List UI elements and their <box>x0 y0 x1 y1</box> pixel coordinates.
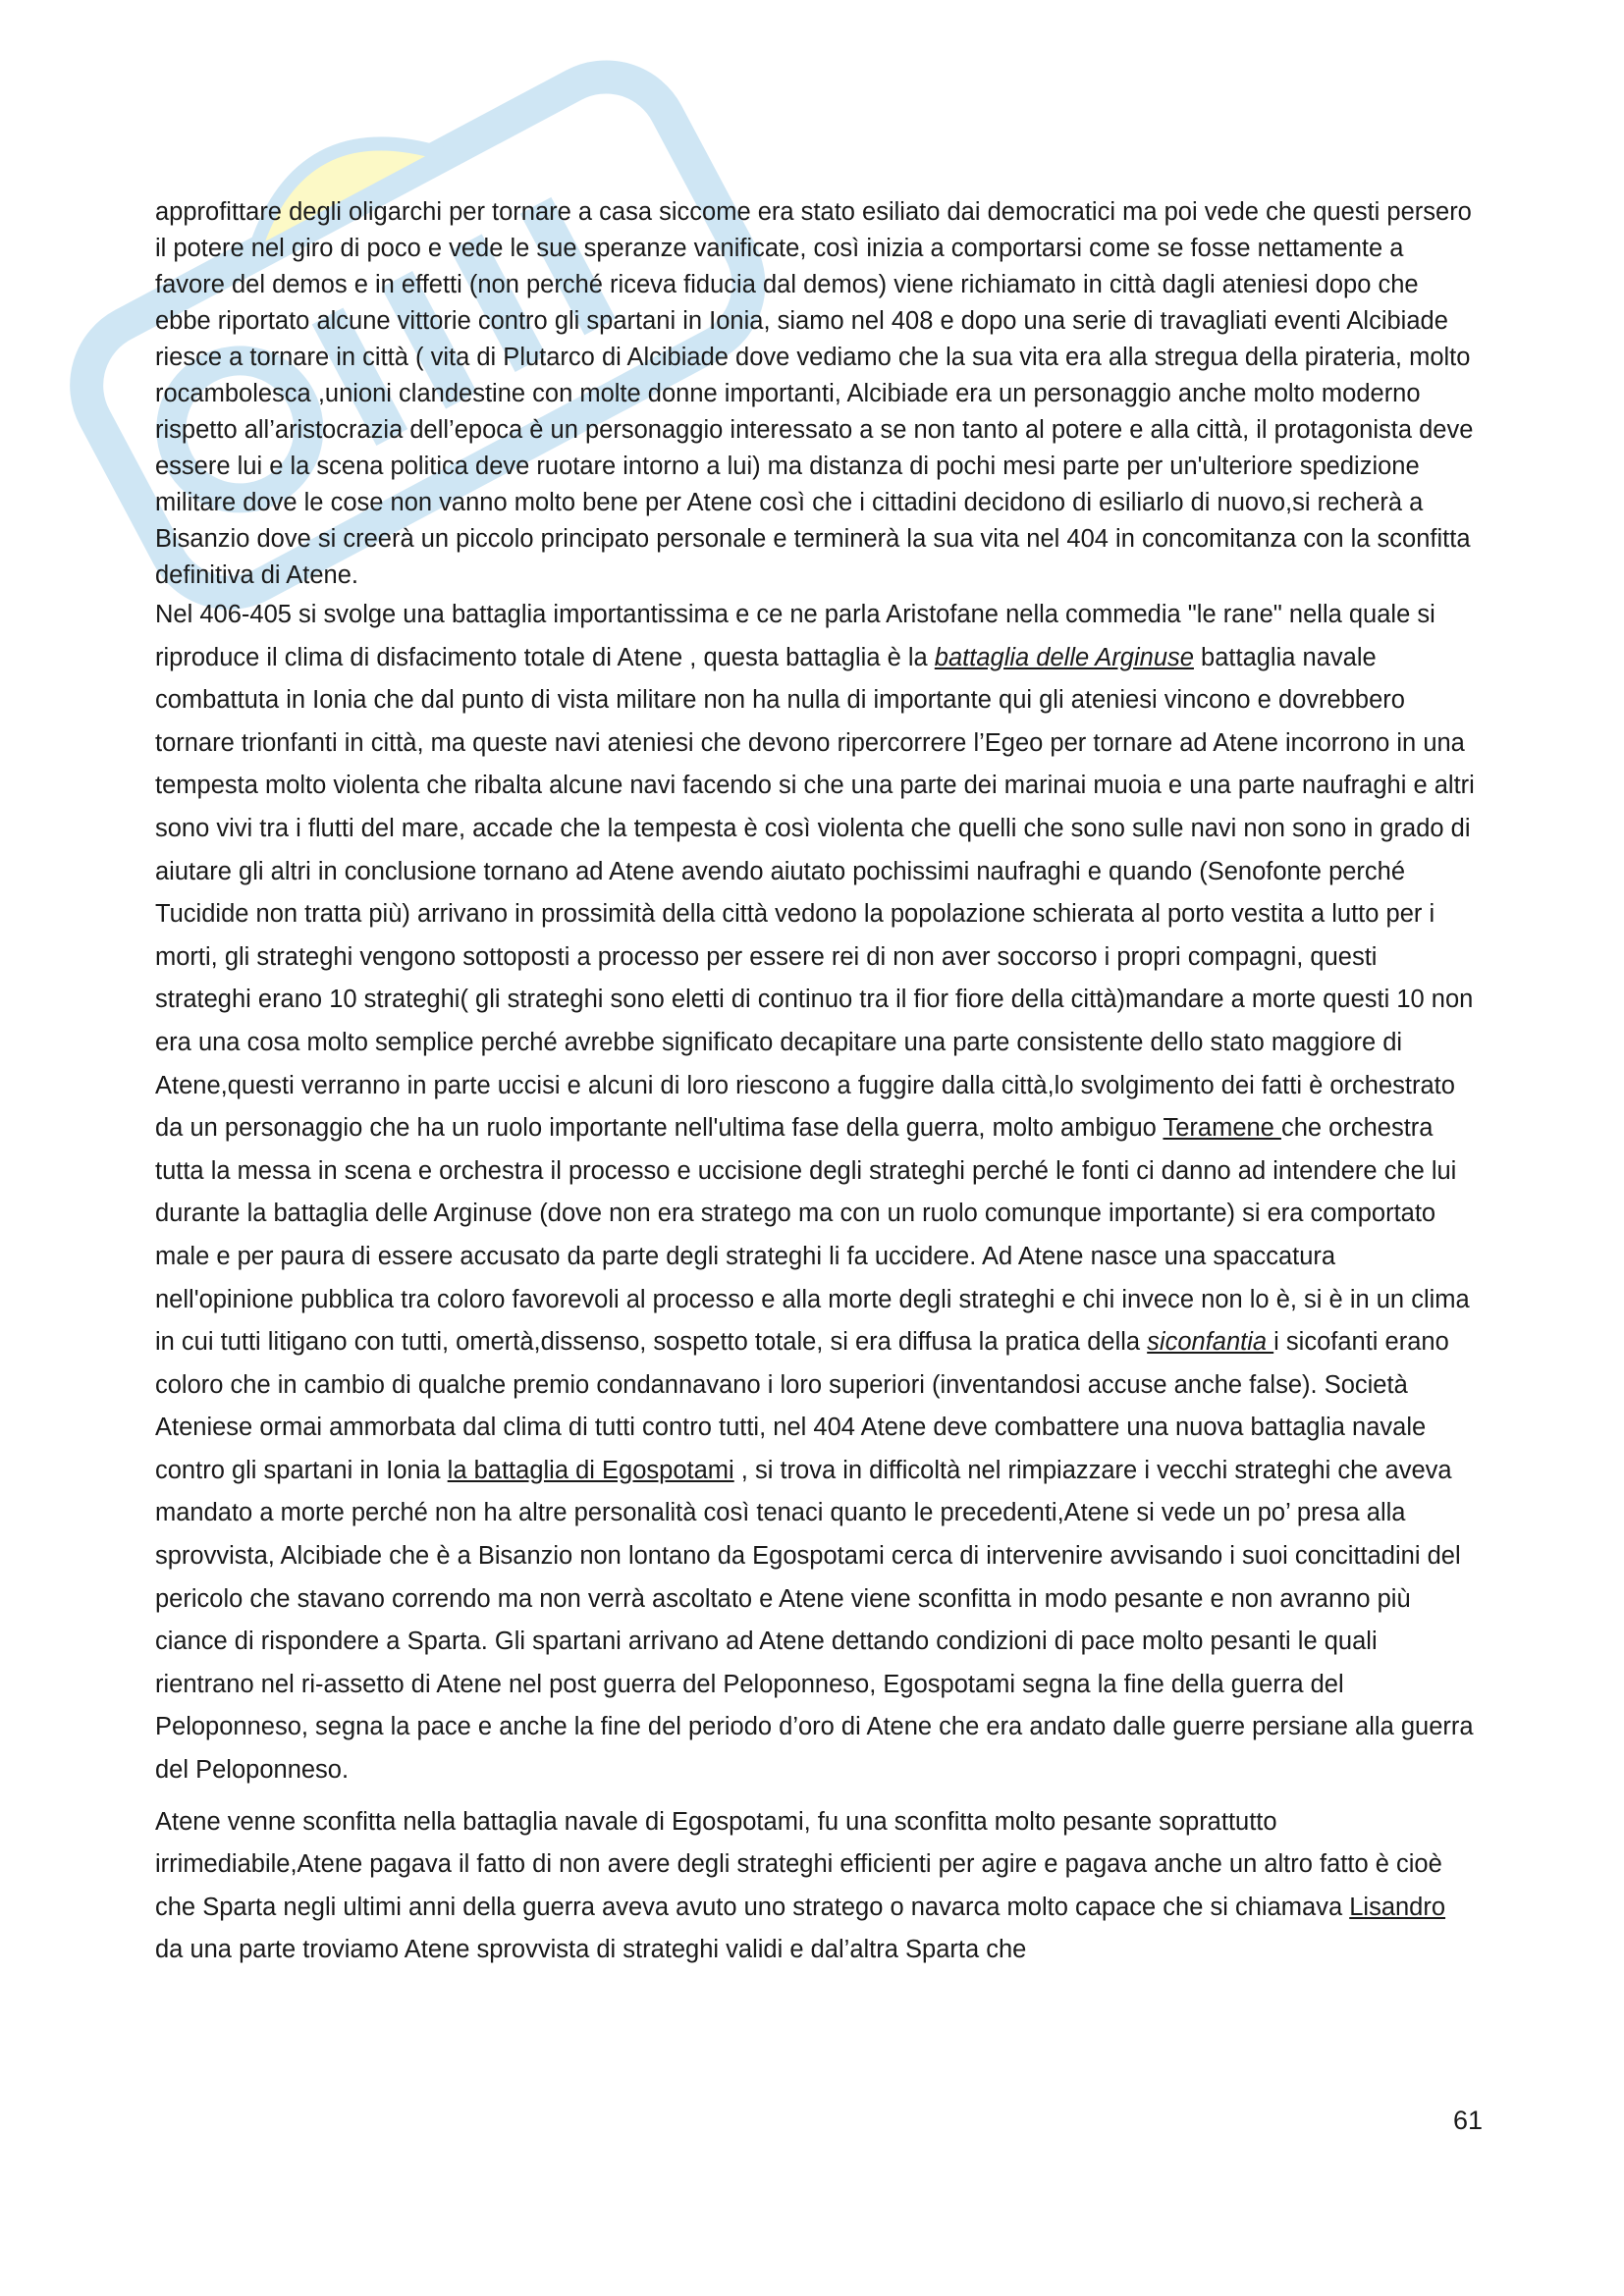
text-run: battaglia navale combattuta in Ionia che dal punto di vista militare non ha nulla di importante qui gli ateniesi vincono e dovrebbero tornare trionfanti in città, ma queste navi ateniesi che devono ripercorrere l’Egeo per tornare ad Atene incorrono in una tempesta molto violenta che ribalta alcune navi facendo si che una parte dei marinai muoia e una parte naufraghi e altri sono vivi tra i flutti del mare, accade che la tempesta è così violenta che quelli che sono sulle navi non sono in grado di aiutare gli altri in conclusione tornano ad Atene avendo aiutato pochissimi naufraghi e quando (Senofonte perché Tucidide non tratta più) arrivano in prossimità della città vedono la popolazione schierata al porto vestita a lutto per i morti, gli strateghi vengono sottoposti a processo per essere rei di non aver soccorso i propri compagni, questi strateghi erano 10 strateghi( gli strateghi sono eletti di continuo tra il fior fiore della città)mandare a morte questi 10 non era una cosa molto semplice perché avrebbe significato decapitare una parte consistente dello stato maggiore di Atene,questi verranno in parte uccisi e alcuni di loro riescono a fuggire dalla città,lo svolgimento dei fatti è orchestrato da un personaggio che ha un ruolo importante nell'ultima fase della guerra, molto ambiguo <box>155 643 1475 1143</box>
text-run: da una parte troviamo Atene sprovvista di strateghi validi e dal’altra Sparta che <box>155 1936 1027 1964</box>
term-battaglia-arginuse: battaglia delle Arginuse <box>934 643 1194 671</box>
text-run: approfittare degli oligarchi per tornare a casa siccome era stato esiliato dai democratici ma poi vede che questi persero il potere nel giro di poco e vede le sue speranze vanificate, così inizia a comportarsi come se fosse nettamente a favore del demos e in effetti (non perché riceva fiducia dal demos) viene richiamato in città dagli ateniesi dopo che ebbe riportato alcune vittorie contro gli spartani in Ionia, siamo nel 408 e dopo una serie di travagliati eventi Alcibiade riesce a tornare in città ( vita di Plutarco di Alcibiade dove vediamo che la sua vita era alla stregua della pirateria, molto rocambolesca ,unioni clandestine con molte donne importanti, Alcibiade era un personaggio anche molto moderno rispetto all’aristocrazia dell’epoca è un personaggio interessato a se non tanto al potere e alla città, il protagonista deve essere lui e la scena politica deve ruotare intorno a lui) ma distanza di pochi mesi parte per un'ulteriore spedizione militare dove le cose non vanno molto bene per Atene così che i cittadini decidono di esiliarlo di nuovo,si recherà a Bisanzio dove si creerà un piccolo principato personale e terminerà la sua vita nel 404 in concomitanza con la sconfitta definitiva di Atene. <box>155 198 1474 589</box>
text-run: , si trova in difficoltà nel rimpiazzare i vecchi strateghi che aveva mandato a morte perché non ha altre personalità così tenaci quanto le precedenti,Atene si vede un po’ presa alla sprovvista, Alcibiade che è a Bisanzio non lontano da Egospotami cerca di intervenire avvisando i suoi concittadini del pericolo che stavano correndo ma non verrà ascoltato e Atene viene sconfitta in modo pesante e non avranno più ciance di rispondere a Sparta. Gli spartani arrivano ad Atene dettando condizioni di pace molto pesanti le quali rientrano nel ri-assetto di Atene nel post guerra del Peloponneso, Egospotami segna la fine della guerra del Peloponneso, segna la pace e anche la fine del periodo d’oro di Atene che era andato dalle guerre persiane alla guerra del Peloponneso. <box>155 1456 1474 1785</box>
term-teramene: Teramene <box>1163 1114 1281 1143</box>
term-lisandro: Lisandro <box>1349 1893 1446 1921</box>
page-number: 61 <box>1452 2106 1483 2135</box>
term-battaglia-egospotami: la battaglia di Egospotami <box>447 1456 734 1484</box>
page-body <box>155 194 1477 1972</box>
text-run: Atene venne sconfitta nella battaglia navale di Egospotami, fu una sconfitta molto pesante soprattutto irrimediabile,Atene pagava il fatto di non avere degli strateghi efficienti per agire e pagava anche un altro fatto è cioè che Sparta negli ultimi anni della guerra aveva avuto uno stratego o navarca molto capace che si chiamava <box>155 1807 1442 1921</box>
term-siconfantia: siconfantia <box>1147 1328 1274 1357</box>
paragraph-alcibiade <box>155 194 1477 594</box>
text-run: che orchestra tutta la messa in scena e orchestra il processo e uccisione degli strateghi perché le fonti ci danno ad intendere che lui durante la battaglia delle Arginuse (dove non era stratego ma con un ruolo comunque importante) si era comportato male e per paura di essere accusato da parte degli strateghi li fa uccidere. Ad Atene nasce una spaccatura nell'opinione pubblica tra coloro favorevoli al processo e alla morte degli strateghi e chi invece non lo è, si è in un clima in cui tutti litigano con tutti, omertà,dissenso, sospetto totale, si era diffusa la pratica della <box>155 1114 1470 1357</box>
paragraph-lisandro <box>155 1801 1477 1972</box>
text-run: Nel 406-405 si svolge una battaglia importantissima e ce ne parla Aristofane nella commedia "le rane" nella quale si riproduce il clima di disfacimento totale di Atene , questa battaglia è la <box>155 601 1435 671</box>
text-run: i sicofanti erano coloro che in cambio di qualche premio condannavano i loro superiori (inventandosi accuse anche false). Società Ateniese ormai ammorbata dal clima di tutti contro tutti, nel 404 Atene deve combattere una nuova battaglia navale contro gli spartani in Ionia <box>155 1328 1449 1484</box>
paragraph-arginuse <box>155 594 1477 1792</box>
